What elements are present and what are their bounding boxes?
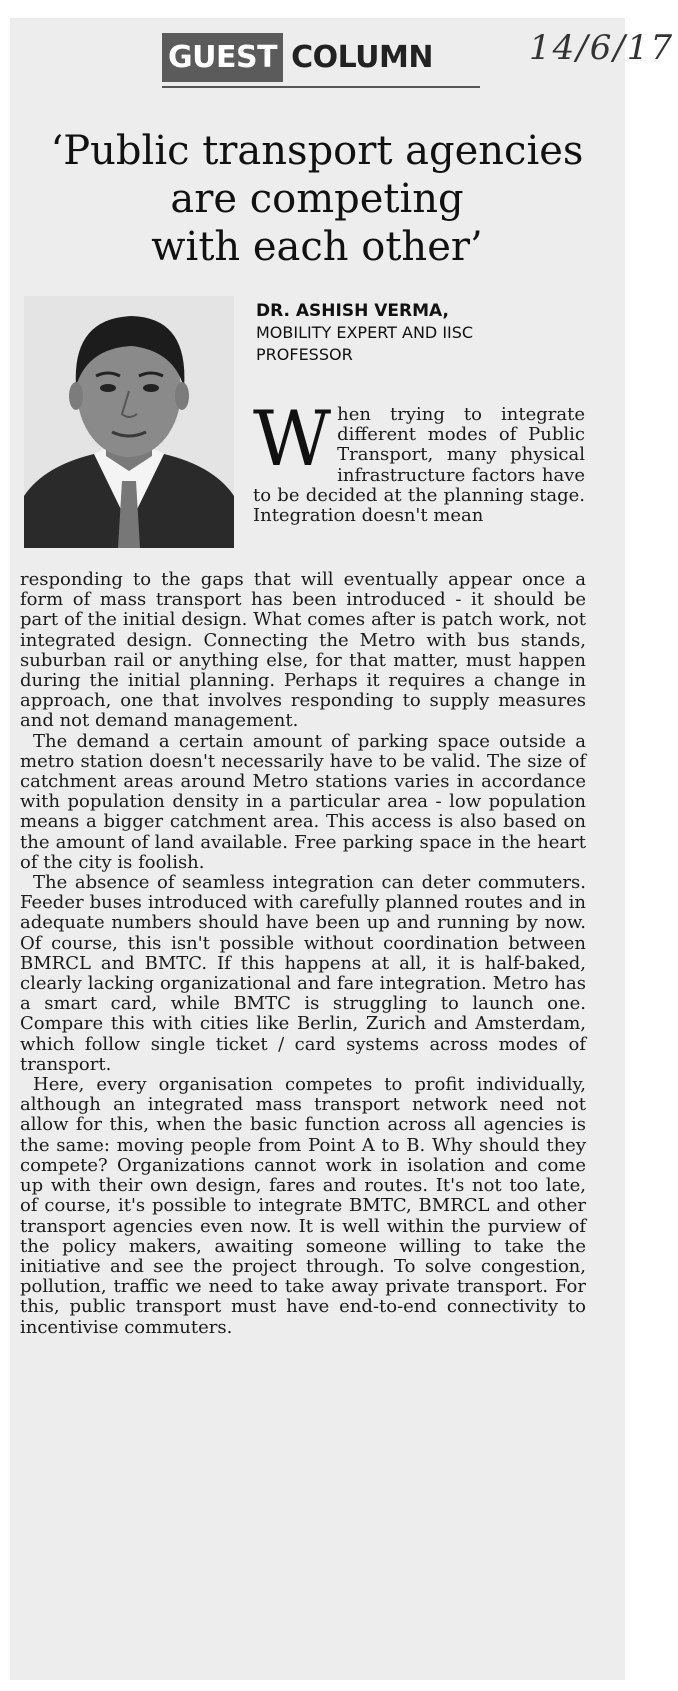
header-underline — [162, 86, 480, 88]
author-photo — [24, 296, 234, 548]
paragraph-3: The absence of seamless integration can deter commuters. Feeder buses introduced with carefully planned routes and in adequate numbers should have been up and running by now. Of course, this isn't possible without coordination between BMRCL and BMTC. If this happens at all, it is half-baked, clearly lacking organizational and fare integration. Metro has a smart card, while BMTC is struggling to launch one. Compare this with cities like Berlin, Zurich and Amsterdam, which follow single ticket / card systems across modes of transport. — [20, 872, 586, 1075]
author-name: DR. ASHISH VERMA, — [256, 301, 449, 321]
byline — [256, 300, 586, 366]
headline-line-2: are competing — [170, 176, 464, 222]
paragraph-4: Here, every organisation competes to profit individually, although an integrated mass transport network need not allow for this, when the basic function across all agencies is the same: moving people from Point A to B. Why should they compete? Organizations cannot work in isolation and come up with their own design, fares and routes. It's not too late, of course, it's possible to integrate BMTC, BMRCL and other transport agencies even now. It is well within the purview of the policy makers, awaiting someone willing to take the initiative and see the project through. To solve congestion, pollution, traffic we need to take away private transport. For this, public transport must have end-to-end connectivity to incentivise commuters. — [20, 1074, 586, 1338]
article-body — [20, 570, 586, 1338]
column-label: COLUMN — [291, 40, 433, 75]
author-role-line-2: PROFESSOR — [256, 345, 353, 364]
headline-line-3: with each other’ — [151, 224, 483, 270]
headline — [20, 127, 614, 271]
headline-line-1: ‘Public transport agencies — [50, 128, 584, 174]
paragraph-1-continued: responding to the gaps that will eventually appear once a form of mass transport has been introduced - it should be part of the initial design. What comes after is patch work, not integrated design. Connecting the Metro with bus stands, suburban rail or anything else, for that matter, must happen during the initial planning. Perhaps it requires a change in approach, one that involves responding to supply measures and not demand management. — [20, 569, 586, 732]
paragraph-2: The demand a certain amount of parking space outside a metro station doesn't necessarily have to be valid. The size of catchment areas around Metro stations varies in accordance with population density in a particular area - low population means a bigger catchment area. This access is also based on the amount of land available. Free parking space in the heart of the city is foolish. — [20, 730, 586, 873]
column-header — [162, 33, 433, 82]
drop-cap: W — [253, 394, 332, 483]
portrait-illustration — [24, 296, 234, 548]
handwritten-date: 14/6/17 — [529, 28, 675, 68]
article-intro — [253, 394, 585, 527]
author-role-line-1: MOBILITY EXPERT AND IISC — [256, 323, 474, 342]
intro-text: hen trying to integrate different modes of Public Transport, many physical infrastructure factors have to be decided at the planning stage. Integration doesn't mean — [253, 404, 585, 527]
guest-label: GUEST — [162, 33, 283, 82]
